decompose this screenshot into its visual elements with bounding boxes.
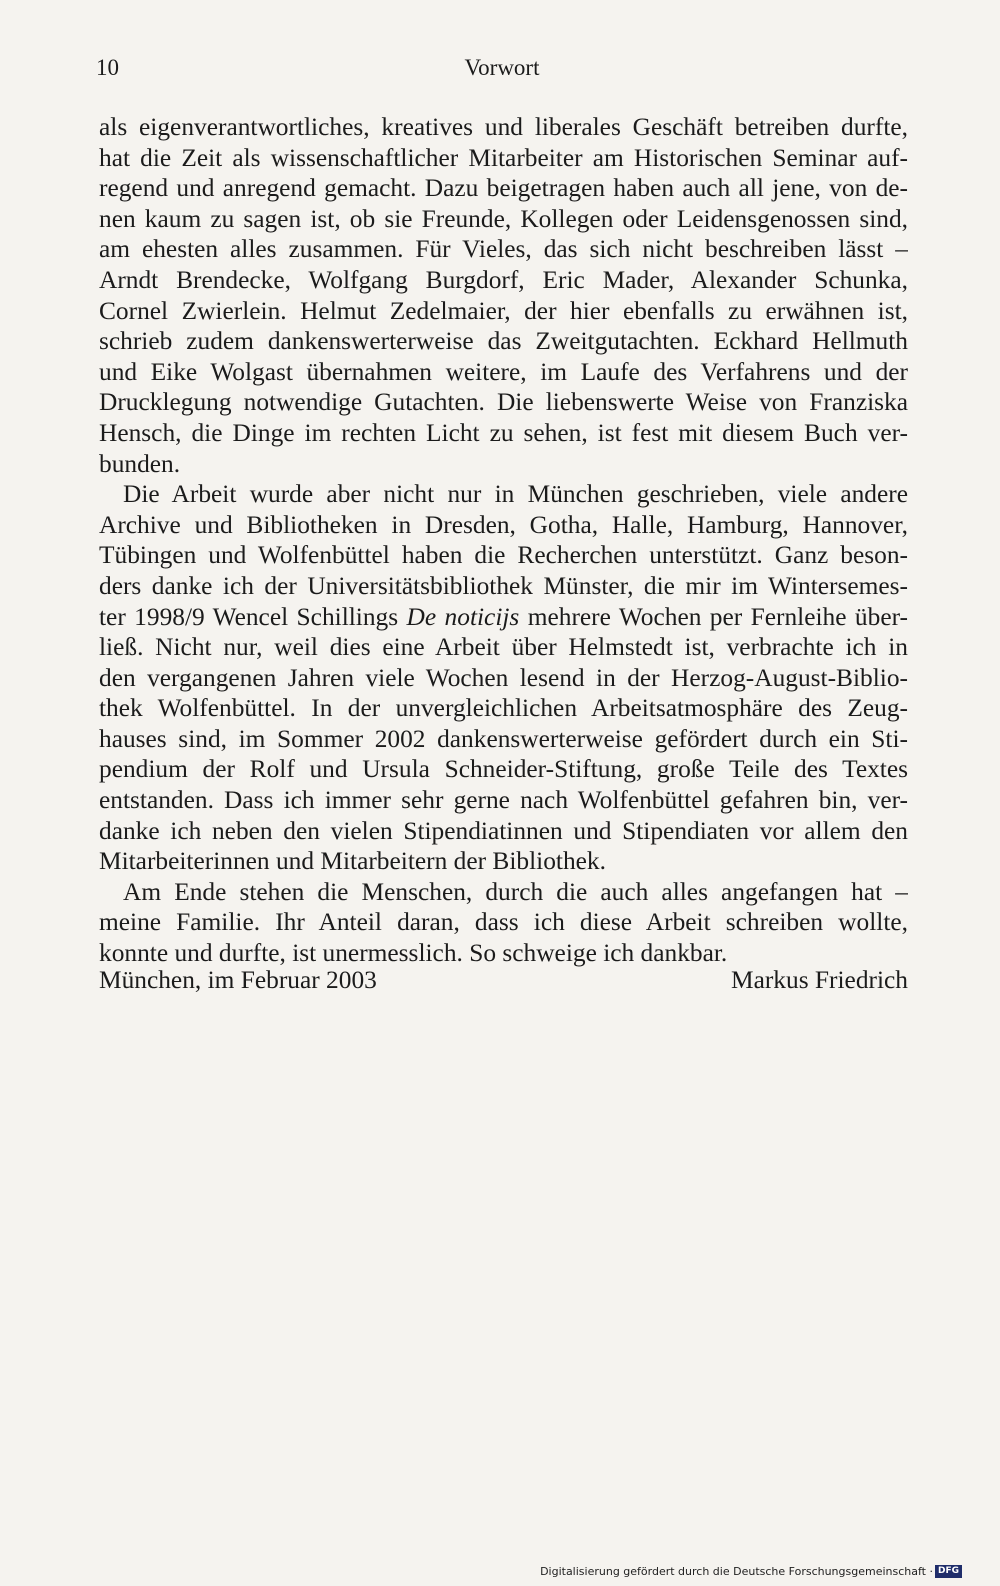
text-line: als eigenverantwortliches, kreatives und liberales Geschäft betreiben durfte, <box>99 113 908 141</box>
running-head-title: Vorwort <box>464 55 540 80</box>
credit-text: Digitalisierung gefördert durch die Deutsche Forschungsgemeinschaft · <box>540 1565 933 1578</box>
text-line: hat die Zeit als wissenschaftlicher Mitarbeiter am Historischen Seminar auf- <box>99 143 908 172</box>
text-segment: mehrere Wochen per Fernleihe über- <box>519 602 908 631</box>
text-line: regend und anregend gemacht. Dazu beigetragen haben auch all jene, von de- <box>99 174 908 203</box>
text-line: nen kaum zu sagen ist, ob sie Freunde, Kollegen oder Leidensgenossen sind, <box>99 204 908 233</box>
text-line: pendium der Rolf und Ursula Schneider-Stiftung, große Teile des Textes <box>99 755 908 784</box>
text-line: am ehesten alles zusammen. Für Vieles, das sich nicht beschreiben lässt – <box>99 235 908 264</box>
text-line: ließ. Nicht nur, weil dies eine Arbeit über Helmstedt ist, verbrachte ich in <box>99 633 908 662</box>
text-line: Mitarbeiterinnen und Mitarbeitern der Bibliothek. <box>99 847 606 876</box>
author-name: Markus Friedrich <box>731 966 908 994</box>
text-line: Archive und Bibliotheken in Dresden, Gotha, Halle, Hamburg, Hannover, <box>99 510 908 539</box>
text-line: und Eike Wolgast übernahmen weitere, im Laufe des Verfahrens und der <box>99 357 908 386</box>
digitization-credit <box>540 1565 962 1578</box>
text-line: bunden. <box>99 449 181 478</box>
italic-title: De noticijs <box>406 602 520 631</box>
running-head <box>96 55 908 87</box>
text-line: schrieb zudem dankenswerterweise das Zweitgutachten. Eckhard Hellmuth <box>99 327 908 356</box>
text-line: entstanden. Dass ich immer sehr gerne nach Wolfenbüttel gefahren bin, ver- <box>99 786 908 815</box>
preface-text <box>99 112 908 969</box>
text-line: Arndt Brendecke, Wolfgang Burgdorf, Eric Mader, Alexander Schunka, <box>99 265 908 294</box>
page-number: 10 <box>96 55 119 80</box>
text-line: Die Arbeit wurde aber nicht nur in München geschrieben, viele andere <box>123 480 908 509</box>
signature-line <box>99 966 908 1000</box>
dfg-logo: DFG <box>935 1565 962 1578</box>
text-line: Cornel Zwierlein. Helmut Zedelmaier, der hier ebenfalls zu erwähnen ist, <box>99 296 908 325</box>
text-segment: ter 1998/9 Wencel Schillings <box>99 602 407 631</box>
text-line-with-italic <box>99 602 908 633</box>
text-line: meine Familie. Ihr Anteil daran, dass ich diese Arbeit schreiben wollte, <box>99 908 908 937</box>
text-line: Tübingen und Wolfenbüttel haben die Recherchen unterstützt. Ganz beson- <box>99 541 908 570</box>
text-line: hauses sind, im Sommer 2002 dankenswerterweise gefördert durch ein Sti- <box>99 724 908 753</box>
text-line: konnte und durfte, ist unermesslich. So schweige ich dankbar. <box>99 939 728 968</box>
text-line: ders danke ich der Universitätsbibliothek Münster, die mir im Wintersemes- <box>99 571 908 600</box>
text-line: den vergangenen Jahren viele Wochen lesend in der Herzog-August-Biblio- <box>99 663 908 692</box>
text-line: Drucklegung notwendige Gutachten. Die liebenswerte Weise von Franziska <box>99 388 908 417</box>
text-line: thek Wolfenbüttel. In der unvergleichlichen Arbeitsatmosphäre des Zeug- <box>99 694 908 723</box>
text-line: Hensch, die Dinge im rechten Licht zu sehen, ist fest mit diesem Buch ver- <box>99 418 908 447</box>
text-line: danke ich neben den vielen Stipendiatinnen und Stipendiaten vor allem den <box>99 816 908 845</box>
text-line: Am Ende stehen die Menschen, durch die auch alles angefangen hat – <box>123 877 908 906</box>
place-date: München, im Februar 2003 <box>99 966 377 994</box>
